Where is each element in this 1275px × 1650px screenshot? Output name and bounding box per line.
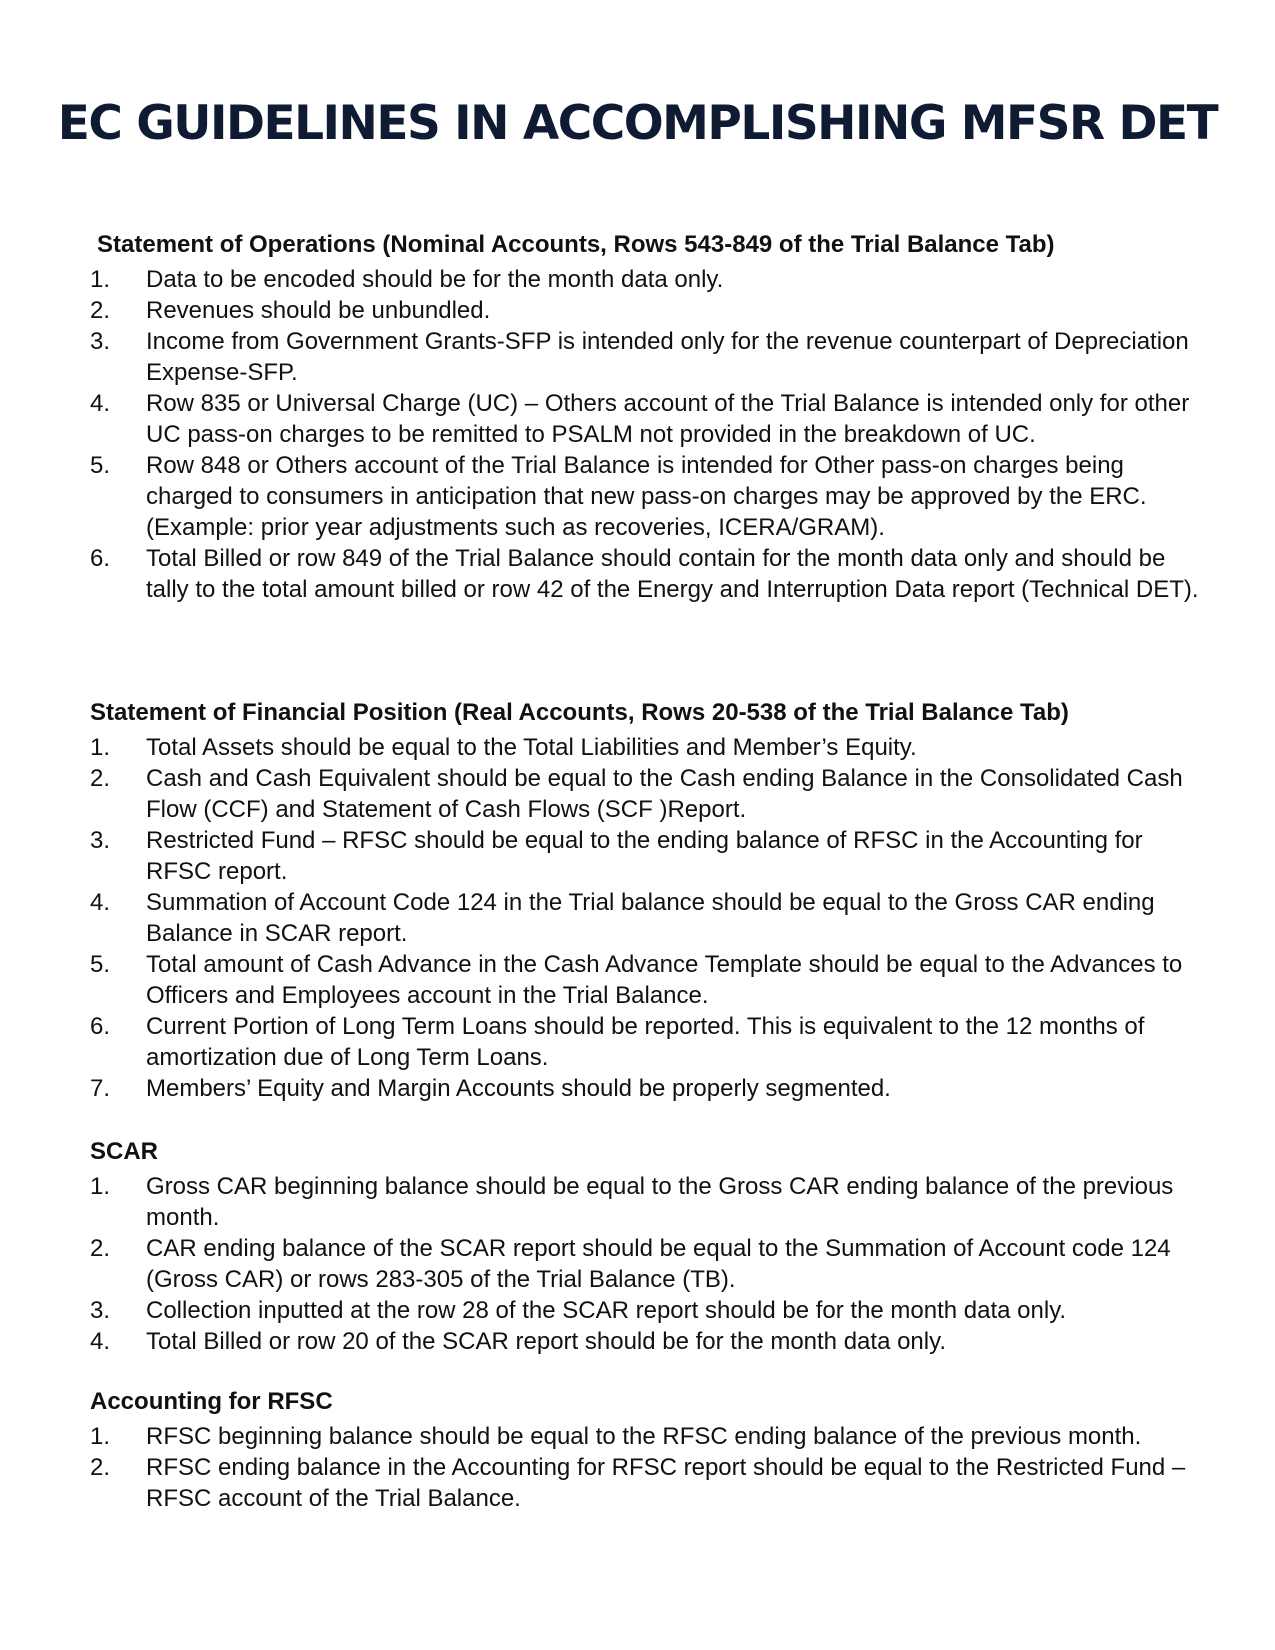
- guideline-list: [90, 1171, 1210, 1357]
- list-item: [90, 1452, 1210, 1514]
- item-text: RFSC beginning balance should be equal to the RFSC ending balance of the previous month.: [146, 1423, 1142, 1450]
- section-heading: Statement of Financial Position (Real Accounts, Rows 20-538 of the Trial Balance Tab): [90, 699, 1069, 726]
- item-text: Current Portion of Long Term Loans should be reported. This is equivalent to the 12 months of amortization due of Long Term Loans.: [146, 1013, 1145, 1071]
- item-number: 2.: [90, 1454, 111, 1481]
- item-number: 1.: [90, 1423, 111, 1450]
- list-item: [90, 388, 1210, 450]
- item-number: 4.: [90, 390, 111, 417]
- list-item: [90, 326, 1210, 388]
- item-text: Revenues should be unbundled.: [146, 297, 491, 324]
- item-text: RFSC ending balance in the Accounting for RFSC report should be equal to the Restricted Fund – RFSC account of the Trial Balance.: [146, 1454, 1186, 1512]
- list-item: [90, 264, 1210, 295]
- section-heading: Accounting for RFSC: [90, 1388, 333, 1415]
- item-number: 2.: [90, 1235, 111, 1262]
- item-text: Data to be encoded should be for the month data only.: [146, 266, 724, 293]
- item-number: 1.: [90, 734, 111, 761]
- item-text: Total Billed or row 20 of the SCAR report should be for the month data only.: [146, 1328, 946, 1355]
- item-text: Income from Government Grants-SFP is intended only for the revenue counterpart of Depreciation Expense-SFP.: [146, 328, 1189, 386]
- item-text: Restricted Fund – RFSC should be equal to the ending balance of RFSC in the Accounting for RFSC report.: [146, 827, 1143, 885]
- list-item: [90, 1326, 1210, 1357]
- guideline-list: [90, 1421, 1210, 1514]
- item-number: 3.: [90, 328, 111, 355]
- item-text: Members’ Equity and Margin Accounts should be properly segmented.: [146, 1075, 891, 1102]
- section-statement-of-financial-position: [90, 697, 1210, 1104]
- item-number: 5.: [90, 452, 111, 479]
- section-heading: SCAR: [90, 1138, 159, 1165]
- section-heading: Statement of Operations (Nominal Accounts, Rows 543-849 of the Trial Balance Tab): [97, 231, 1055, 258]
- list-item: [90, 295, 1210, 326]
- item-number: 3.: [90, 1297, 111, 1324]
- list-item: [90, 763, 1210, 825]
- list-item: [90, 1073, 1210, 1104]
- item-text: Gross CAR beginning balance should be equal to the Gross CAR ending balance of the previous month.: [146, 1173, 1174, 1231]
- item-text: Total Billed or row 849 of the Trial Balance should contain for the month data only and should be tally to the total amount billed or row 42 of the Energy and Interruption Data report (Technical DET).: [146, 545, 1199, 603]
- list-item: [90, 1171, 1210, 1233]
- item-number: 5.: [90, 951, 111, 978]
- item-number: 3.: [90, 827, 111, 854]
- page-title: EC GUIDELINES IN ACCOMPLISHING MFSR DET: [57, 96, 1218, 151]
- item-number: 7.: [90, 1075, 111, 1102]
- list-item: [90, 543, 1210, 605]
- item-number: 4.: [90, 1328, 111, 1355]
- item-number: 2.: [90, 765, 111, 792]
- item-text: Row 835 or Universal Charge (UC) – Others account of the Trial Balance is intended only for other UC pass-on charges to be remitted to PSALM not provided in the breakdown of UC.: [146, 390, 1190, 448]
- item-number: 1.: [90, 1173, 111, 1200]
- list-item: [90, 949, 1210, 1011]
- item-number: 6.: [90, 545, 111, 572]
- item-number: 4.: [90, 889, 111, 916]
- item-text: Total amount of Cash Advance in the Cash Advance Template should be equal to the Advances to Officers and Employees account in the Trial Balance.: [146, 951, 1183, 1009]
- item-number: 6.: [90, 1013, 111, 1040]
- item-number: 1.: [90, 266, 111, 293]
- list-item: [90, 1295, 1210, 1326]
- item-text: Collection inputted at the row 28 of the SCAR report should be for the month data only.: [146, 1297, 1067, 1324]
- item-text: Total Assets should be equal to the Total Liabilities and Member’s Equity.: [146, 734, 917, 761]
- section-accounting-for-rfsc: [90, 1386, 1210, 1514]
- item-text: Row 848 or Others account of the Trial Balance is intended for Other pass-on charges being charged to consumers in anticipation that new pass-on charges may be approved by the ERC. (Example: prior year adjustments such as recoveries, ICERA/GRAM).: [146, 452, 1147, 541]
- item-text: Cash and Cash Equivalent should be equal to the Cash ending Balance in the Consolidated Cash Flow (CCF) and Statement of Cash Flows (SCF )Report.: [146, 765, 1183, 823]
- list-item: [90, 825, 1210, 887]
- section-scar: [90, 1136, 1210, 1357]
- list-item: [90, 1011, 1210, 1073]
- list-item: [90, 732, 1210, 763]
- section-statement-of-operations: [90, 229, 1210, 605]
- item-number: 2.: [90, 297, 111, 324]
- guideline-list: [90, 264, 1210, 605]
- list-item: [90, 1233, 1210, 1295]
- list-item: [90, 450, 1210, 543]
- item-text: Summation of Account Code 124 in the Trial balance should be equal to the Gross CAR ending Balance in SCAR report.: [146, 889, 1155, 947]
- item-text: CAR ending balance of the SCAR report should be equal to the Summation of Account code 124 (Gross CAR) or rows 283-305 of the Trial Balance (TB).: [146, 1235, 1171, 1293]
- list-item: [90, 887, 1210, 949]
- list-item: [90, 1421, 1210, 1452]
- guideline-list: [90, 732, 1210, 1104]
